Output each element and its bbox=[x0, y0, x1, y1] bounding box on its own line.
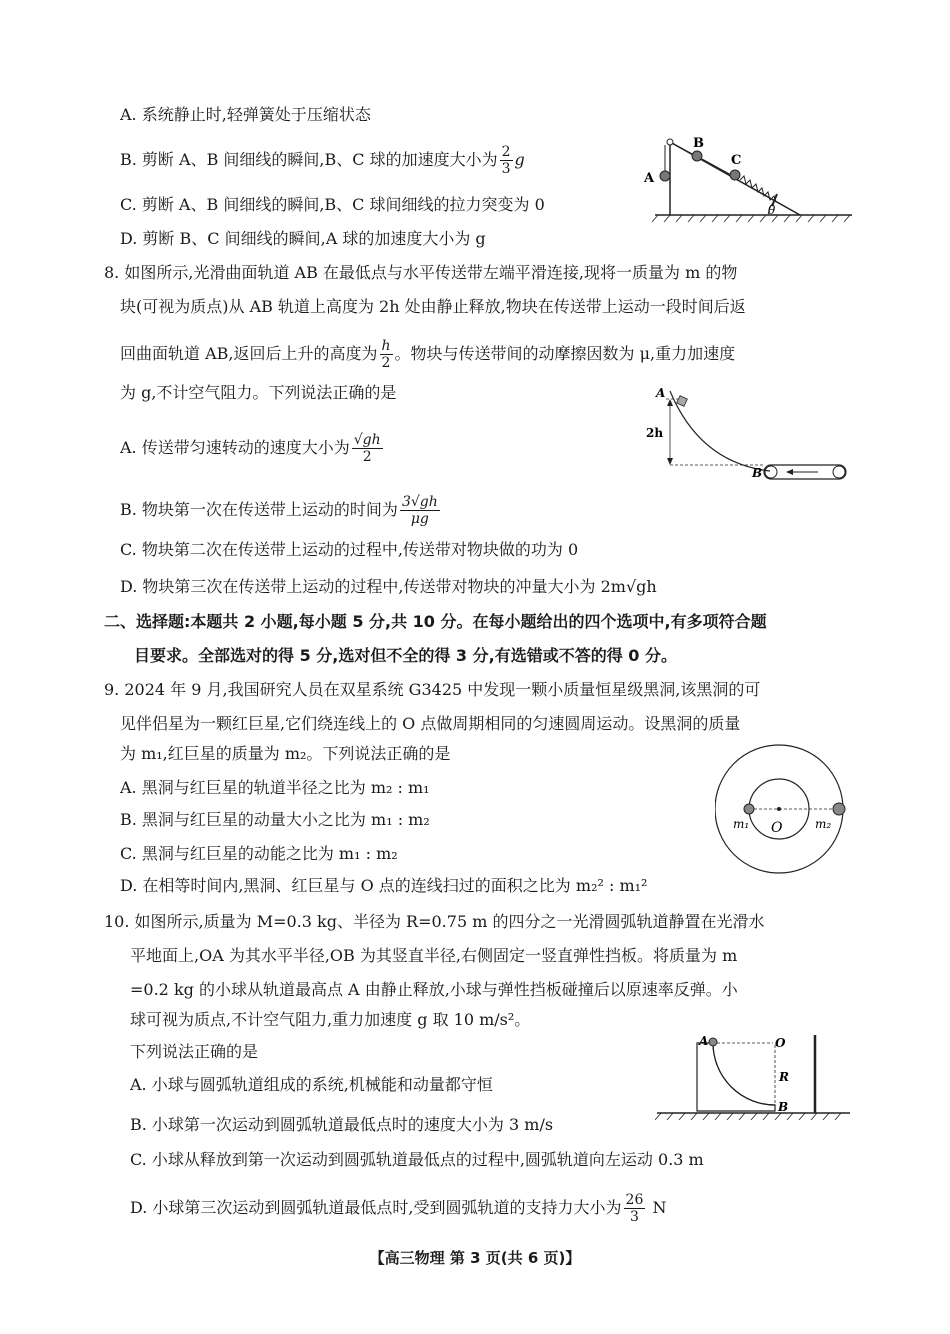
fraction: $\frac{3√gh}{\mu g}$ bbox=[401, 494, 438, 527]
q9-option-d: D. 在相等时间内,黑洞、红巨星与 O 点的连线扫过的面积之比为 m₂² : m₁² bbox=[120, 876, 648, 895]
fig-label-theta: θ bbox=[768, 203, 776, 217]
page-footer: 【高三物理 第 3 页(共 6 页)】 bbox=[369, 1249, 581, 1267]
fig-label-o: O bbox=[771, 820, 783, 836]
q7-incline-figure bbox=[640, 132, 860, 232]
section2-heading-line1: 二、选择题:本题共 2 小题,每小题 5 分,共 10 分。在每小题给出的四个选项中,有多项符合题 bbox=[104, 612, 767, 631]
q10-stem-line2: 平地面上,OA 为其水平半径,OB 为其竖直半径,右侧固定一竖直弹性挡板。将质量为 m bbox=[130, 946, 738, 965]
q9-option-c: C. 黑洞与红巨星的动能之比为 m₁ : m₂ bbox=[120, 844, 398, 863]
q8-option-a: A. 传送带匀速转动的速度大小为 $\frac{√gh}{2}$ bbox=[120, 432, 381, 465]
q10-option-d: D. 小球第三次运动到圆弧轨道最低点时,受到圆弧轨道的支持力大小为 $\frac{26}{3}$ N bbox=[130, 1192, 667, 1225]
q10-option-c: C. 小球从释放到第一次运动到圆弧轨道最低点的过程中,圆弧轨道向左运动 0.3 m bbox=[130, 1150, 704, 1169]
q8-stem-line2: 块(可视为质点)从 AB 轨道上高度为 2h 处由静止释放,物块在传送带上运动一段时间后返 bbox=[120, 297, 746, 316]
fraction: $\frac{√gh}{2}$ bbox=[353, 432, 381, 465]
q10-stem-line1: 10. 如图所示,质量为 M=0.3 kg、半径为 R=0.75 m 的四分之一光滑圆弧轨道静置在光滑水 bbox=[104, 912, 765, 931]
fig-label-a: A bbox=[656, 386, 666, 400]
q10-arc-track-figure bbox=[655, 1033, 855, 1123]
q9-binary-star-figure bbox=[715, 738, 855, 878]
fig-label-b: B bbox=[778, 1100, 789, 1114]
q8-stem-line1: 8. 如图所示,光滑曲面轨道 AB 在最低点与水平传送带左端平滑连接,现将一质量为 m 的物 bbox=[104, 263, 738, 282]
fig-label-m1: m₁ bbox=[733, 817, 750, 831]
q10-stem-line3: =0.2 kg 的小球从轨道最高点 A 由静止释放,小球与弹性挡板碰撞后以原速率反弹。小 bbox=[130, 980, 738, 999]
q10-option-a: A. 小球与圆弧轨道组成的系统,机械能和动量都守恒 bbox=[130, 1075, 493, 1094]
q9-stem-line2: 见伴侣星为一颗红巨星,它们绕连线上的 O 点做周期相同的匀速圆周运动。设黑洞的质量 bbox=[120, 714, 741, 733]
q9-option-a: A. 黑洞与红巨星的轨道半径之比为 m₂ : m₁ bbox=[120, 778, 430, 797]
section2-heading-line2: 目要求。全部选对的得 5 分,选对但不全的得 3 分,有选错或不答的得 0 分。 bbox=[134, 646, 677, 665]
q7-option-b: B. 剪断 A、B 间细线的瞬间,B、C 球的加速度大小为 $\frac{2}{3}$ g bbox=[120, 144, 525, 177]
fraction: $\frac{26}{3}$ bbox=[625, 1192, 644, 1225]
fig-label-o: O bbox=[775, 1036, 786, 1050]
q8-option-b: B. 物块第一次在传送带上运动的时间为 $\frac{3√gh}{\mu g}$ bbox=[120, 494, 438, 527]
q10-stem-line4: 球可视为质点,不计空气阻力,重力加速度 g 取 10 m/s²。 bbox=[130, 1010, 531, 1029]
q8-option-d: D. 物块第三次在传送带上运动的过程中,传送带对物块的冲量大小为 2m√gh bbox=[120, 577, 657, 596]
q10-stem-line5: 下列说法正确的是 bbox=[130, 1042, 259, 1061]
fig-label-b: B bbox=[693, 136, 704, 151]
q10-option-b: B. 小球第一次运动到圆弧轨道最低点时的速度大小为 3 m/s bbox=[130, 1115, 554, 1134]
fraction: $\frac{2}{3}$ bbox=[501, 144, 511, 177]
fraction: $\frac{h}{2}$ bbox=[381, 338, 391, 371]
fig-label-a: A bbox=[699, 1034, 709, 1048]
fig-label-c: C bbox=[731, 153, 742, 168]
q8-curve-belt-figure bbox=[640, 383, 860, 483]
q8-stem-line3: 回曲面轨道 AB,返回后上升的高度为 $\frac{h}{2}$ 。物块与传送带间的动摩擦因数为 μ,重力加速度 bbox=[120, 338, 736, 371]
fig-label-a: A bbox=[644, 171, 655, 186]
q7-option-d: D. 剪断 B、C 间细线的瞬间,A 球的加速度大小为 g bbox=[120, 229, 486, 248]
q9-option-b: B. 黑洞与红巨星的动量大小之比为 m₁ : m₂ bbox=[120, 810, 430, 829]
q8-stem-line4: 为 g,不计空气阻力。下列说法正确的是 bbox=[120, 383, 397, 402]
q7-option-c: C. 剪断 A、B 间细线的瞬间,B、C 球间细线的拉力突变为 0 bbox=[120, 195, 545, 214]
fig-label-m2: m₂ bbox=[815, 817, 832, 831]
fig-label-2h: 2h bbox=[646, 426, 664, 440]
fig-label-r: R bbox=[779, 1070, 789, 1084]
q8-option-c: C. 物块第二次在传送带上运动的过程中,传送带对物块做的功为 0 bbox=[120, 540, 579, 559]
q7-option-a: A. 系统静止时,轻弹簧处于压缩状态 bbox=[120, 105, 371, 124]
q9-stem-line1: 9. 2024 年 9 月,我国研究人员在双星系统 G3425 中发现一颗小质量恒星级黑洞,该黑洞的可 bbox=[104, 680, 761, 699]
q9-stem-line3: 为 m₁,红巨星的质量为 m₂。下列说法正确的是 bbox=[120, 744, 451, 763]
fig-label-b: B bbox=[752, 466, 763, 480]
